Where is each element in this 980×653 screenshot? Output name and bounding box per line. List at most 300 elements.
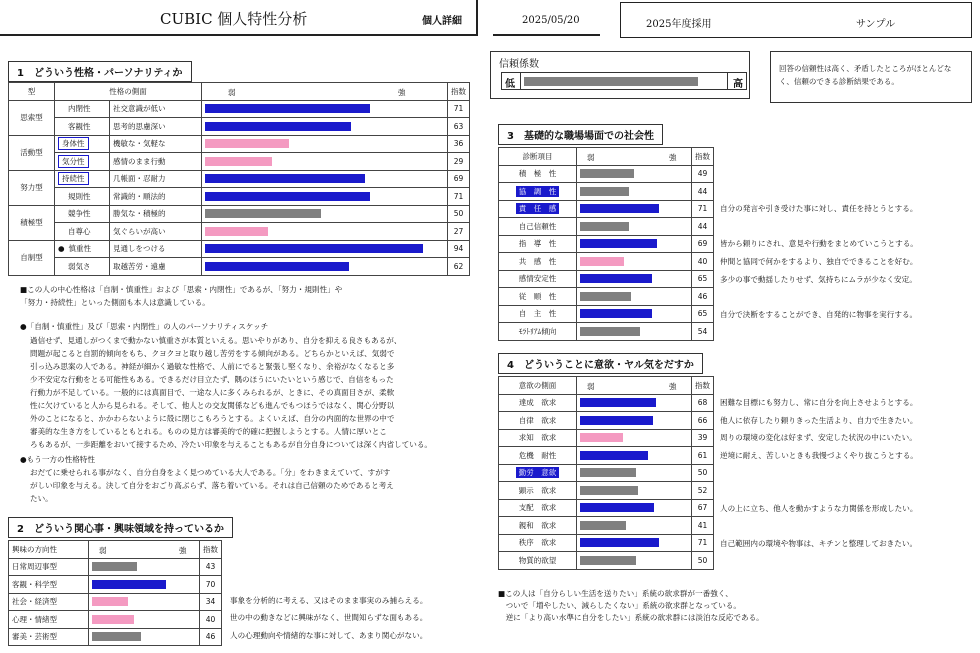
item-name-cell: [499, 464, 577, 482]
score-bar: [205, 122, 351, 131]
col-score: 指数: [692, 148, 714, 166]
type-cell: [9, 135, 55, 170]
header-info-box: [620, 2, 972, 38]
score-cell: [448, 258, 470, 276]
score-cell: [692, 517, 714, 535]
trait-name: 身体性: [58, 137, 89, 150]
score-bar: [580, 274, 652, 283]
score-bar: [580, 204, 659, 213]
trait-desc: 几帳面・忍耐力: [113, 174, 166, 184]
text-line: がしい印象を与える。決して自分をおごり高ぶらず、落ち着いている。それは自己信頼のためであると考え: [30, 481, 394, 490]
score-value: 54: [697, 326, 708, 336]
score-value: 49: [697, 169, 708, 179]
row-comment: 人の心理動向や情緒的な事に対して、あまり関心がない。: [230, 630, 428, 640]
bar-cell: [202, 100, 448, 118]
score-bar: [205, 244, 423, 253]
score-bar: [205, 157, 272, 166]
header-left: [0, 0, 478, 36]
item-name-cell: [9, 593, 89, 611]
section3-title: 3 基礎的な職場場面での社会性: [498, 124, 663, 145]
score-cell: [692, 270, 714, 288]
type-label: 努力型: [20, 183, 43, 192]
score-bar: [580, 222, 629, 231]
motivation-table: [498, 376, 714, 570]
score-cell: [448, 170, 470, 188]
item-name: 自律 欲求: [518, 415, 557, 425]
type-label: 積極型: [20, 218, 43, 227]
bar-cell: [577, 482, 692, 500]
table-row: [9, 153, 470, 171]
type-cell: [9, 100, 55, 135]
score-bar: [92, 580, 166, 589]
item-name: 従 順 性: [518, 291, 557, 301]
table-row: [499, 499, 714, 517]
item-name: 親和 欲求: [518, 520, 557, 530]
col-type: 型: [9, 83, 55, 101]
trait-name: 客観性: [68, 121, 91, 131]
score-value: 40: [697, 256, 708, 266]
score-bar: [580, 433, 623, 442]
other-trait-text: [30, 466, 394, 505]
score-bar: [580, 292, 631, 301]
score-value: 44: [697, 186, 708, 196]
item-name-cell: [499, 534, 577, 552]
item-name-cell: [499, 429, 577, 447]
score-cell: [448, 240, 470, 258]
score-value: 41: [697, 520, 708, 530]
col-score: 指数: [448, 83, 470, 101]
bar-cell: [577, 552, 692, 570]
score-cell: [692, 235, 714, 253]
col-scale: [577, 148, 692, 166]
item-name: 自 主 性: [518, 309, 557, 319]
trait-desc: 常識的・順法的: [113, 191, 166, 201]
score-bar: [205, 262, 349, 271]
bar-cell: [202, 205, 448, 223]
score-value: 61: [697, 450, 708, 460]
bar-cell: [89, 576, 200, 594]
scale-weak-label: 弱: [228, 88, 236, 97]
score-bar: [92, 632, 141, 641]
table-row: [499, 235, 714, 253]
table-row: [499, 447, 714, 465]
score-value: 67: [697, 503, 708, 513]
row-comment: 多少の事で動揺したりせず、気持ちにムラが少なく安定。: [720, 274, 917, 284]
trait-name-cell: [55, 100, 110, 118]
score-value: 66: [697, 415, 708, 425]
reliability-bar: [524, 77, 698, 86]
hire-year: 2025年度採用: [646, 19, 712, 30]
trait-name-cell: [55, 223, 110, 241]
trait-name: 慎重性: [68, 244, 92, 254]
item-name: 支配 欲求: [518, 503, 557, 513]
score-cell: [692, 464, 714, 482]
trait-desc-cell: [110, 100, 202, 118]
table-row: [9, 258, 470, 276]
score-cell: [692, 534, 714, 552]
section1-title: 1 どういう性格・パーソナリティか: [8, 61, 192, 82]
section1-summary-line1: ■この人の中心性格は「自制・慎重性」および「思索・内閉性」であるが、「努力・規則性」や: [20, 285, 343, 294]
score-value: 68: [697, 398, 708, 408]
item-name: 社会・経済型: [12, 597, 57, 607]
score-cell: [200, 558, 222, 576]
score-value: 71: [697, 538, 708, 548]
score-bar: [580, 556, 636, 565]
trait-desc: 取越苦労・遠慮: [113, 261, 166, 271]
score-bar: [580, 327, 640, 336]
score-cell: [200, 593, 222, 611]
trait-desc-cell: [110, 170, 202, 188]
bar-cell: [577, 200, 692, 218]
text-line: 少不安定な行動をとる可能性もある。できるだけ目立たず、隅のほうにいたいという感じで、自信をもった: [30, 375, 394, 384]
table-row: [499, 218, 714, 236]
score-value: 46: [697, 291, 708, 301]
type-label: 思索型: [20, 113, 43, 122]
table-row: [9, 611, 222, 629]
score-bar: [580, 169, 634, 178]
reliability-divider: [520, 73, 521, 89]
reliability-high-label: 高: [733, 79, 743, 90]
col-scale: [577, 377, 692, 395]
item-name: ﾓﾗﾄﾘｱﾑ傾向: [518, 326, 557, 336]
score-cell: [692, 305, 714, 323]
scale-weak-label: 弱: [99, 546, 107, 555]
row-comment: 仲間と協同で何かをするより、独自でできることを好む。: [720, 257, 918, 266]
score-bar: [580, 416, 653, 425]
score-value: 50: [697, 468, 708, 478]
score-cell: [692, 412, 714, 430]
item-name: 達成 欲求: [518, 398, 557, 408]
score-cell: [200, 611, 222, 629]
motivation-summary: [498, 588, 764, 624]
score-value: 27: [453, 226, 464, 236]
item-name: 勤労 意欲: [516, 467, 560, 478]
text-line: 行動力が不足している。一般的には真面目で、一途な人に多くみられるが、ときに、その真面目さが、柔軟: [30, 388, 395, 397]
item-name-cell: [499, 253, 577, 271]
item-name: 自己信頼性: [518, 221, 557, 231]
text-line: 過信せず、見通しがつくまで動かない慎重さが本質といえる。思いやりがあり、自分を抑える良さもあるが、: [30, 336, 402, 345]
bar-cell: [89, 628, 200, 646]
scale-strong-label: 強: [398, 88, 406, 97]
table-row: [499, 394, 714, 412]
item-name: 物質的欲望: [518, 555, 557, 565]
score-cell: [448, 153, 470, 171]
table-row: [9, 118, 470, 136]
item-name-cell: [499, 412, 577, 430]
score-bar: [580, 521, 626, 530]
score-cell: [692, 165, 714, 183]
score-value: 50: [697, 555, 708, 565]
bar-cell: [577, 165, 692, 183]
focus-dot-icon: ●: [58, 244, 65, 254]
row-comment: 他人に依存したり頼りきった生活より、自力で生きたい。: [720, 415, 918, 425]
score-bar: [92, 597, 128, 606]
bar-cell: [577, 534, 692, 552]
score-bar: [205, 209, 321, 218]
reliability-comment: 回答の信頼性は高く、矛盾したところがほとんどなく、信頼のできる診断結果である。: [779, 64, 952, 86]
text-line: たい。: [30, 494, 53, 503]
bar-cell: [202, 135, 448, 153]
score-cell: [692, 288, 714, 306]
score-cell: [692, 253, 714, 271]
score-cell: [448, 188, 470, 206]
section4-title: 4 どういうことに意欲・ヤル気をだすか: [498, 353, 703, 374]
trait-name: 自尊心: [68, 226, 91, 236]
bar-cell: [577, 394, 692, 412]
score-value: 69: [697, 239, 708, 249]
bar-cell: [202, 170, 448, 188]
bar-cell: [89, 611, 200, 629]
table-row: [499, 165, 714, 183]
col-score: 指数: [692, 377, 714, 395]
col-aspect: 性格の側面: [55, 83, 202, 101]
table-row: [9, 188, 470, 206]
trait-desc-cell: [110, 258, 202, 276]
item-name: 審美・芸術型: [12, 632, 57, 642]
item-name: 危機 耐性: [518, 450, 557, 460]
bar-cell: [577, 253, 692, 271]
item-name-cell: [9, 558, 89, 576]
score-cell: [448, 135, 470, 153]
score-value: 34: [205, 597, 216, 607]
item-name: 共 感 性: [518, 256, 557, 266]
type-cell: [9, 240, 55, 275]
scale-weak-label: 弱: [587, 153, 595, 162]
score-bar: [580, 309, 652, 318]
item-name-cell: [9, 611, 89, 629]
item-name: 日常周辺事型: [12, 562, 57, 572]
score-value: 43: [205, 562, 216, 572]
trait-name-cell: [55, 135, 110, 153]
trait-name: 気分性: [58, 155, 89, 168]
row-comment: 周りの環境の変化は好まず、安定した状況の中にいたい。: [720, 433, 917, 443]
text-line: おだてに乗せられる事がなく、自分自身をよく見つめている大人である。「分」をわきまえていて、すがす: [30, 468, 391, 477]
bar-cell: [202, 240, 448, 258]
score-cell: [692, 499, 714, 517]
item-name-cell: [499, 323, 577, 341]
date-underline: [493, 34, 600, 36]
bar-cell: [577, 323, 692, 341]
row-comment: 人の上に立ち、他人を動かすような力関係を形成したい。: [720, 503, 918, 513]
score-value: 62: [453, 261, 464, 271]
bar-cell: [577, 429, 692, 447]
type-label: 自制型: [20, 253, 43, 262]
score-cell: [448, 100, 470, 118]
trait-name-cell: [55, 153, 110, 171]
row-comment: 世の中の動きなどに興味がなく、世間知らずな面もある。: [230, 613, 428, 623]
table-row: [499, 200, 714, 218]
item-name-cell: [499, 218, 577, 236]
score-cell: [692, 482, 714, 500]
table-row: [499, 323, 714, 341]
item-name: 求知 欲求: [518, 433, 557, 443]
bar-cell: [577, 183, 692, 201]
page-title: CUBIC 個人特性分析: [160, 10, 308, 28]
text-line: 逆に「より高い水準に自分をしたい」系統の欲求群には淡泊な反応である。: [498, 613, 764, 622]
table-row: [9, 593, 222, 611]
row-comment: 自分の発言や引き受けた事に対し、責任を持とうとする。: [720, 204, 918, 214]
trait-name-cell: [55, 205, 110, 223]
item-name: 秩序 欲求: [518, 538, 557, 548]
col-motivation-aspect: 意欲の側面: [499, 377, 577, 395]
score-bar: [580, 468, 636, 477]
score-value: 70: [205, 579, 216, 589]
score-cell: [692, 552, 714, 570]
table-row: [499, 253, 714, 271]
score-bar: [92, 615, 134, 624]
score-bar: [205, 104, 370, 113]
type-cell: [9, 170, 55, 205]
social-table: [498, 147, 714, 341]
bar-cell: [202, 153, 448, 171]
item-name-cell: [499, 288, 577, 306]
table-row: [9, 205, 470, 223]
text-line: 性に欠けていると人から見られる。そして、他人との交友関係なども進んでもつほうではなく、関心分野以: [30, 401, 395, 410]
trait-name-cell: [55, 188, 110, 206]
text-line: 問題が起こると自罰的傾向をもち、クヨクヨと取り越し苦労をする傾向がある。どちらかといえば、気弱で: [30, 349, 395, 358]
score-value: 63: [453, 121, 464, 131]
candidate-name: サンプル: [856, 19, 896, 30]
score-value: 50: [453, 209, 464, 219]
score-cell: [448, 118, 470, 136]
table-row: [9, 170, 470, 188]
bar-cell: [577, 288, 692, 306]
reliability-title: 信頼係数: [499, 59, 539, 70]
sketch-text: [30, 334, 432, 451]
item-name-cell: [499, 165, 577, 183]
table-row: [9, 223, 470, 241]
report-date: 2025/05/20: [522, 15, 580, 26]
trait-desc-cell: [110, 223, 202, 241]
score-cell: [200, 628, 222, 646]
trait-desc-cell: [110, 205, 202, 223]
trait-name-cell: [55, 240, 110, 258]
table-row: [9, 240, 470, 258]
item-name: 積 極 性: [518, 169, 557, 179]
trait-name: 競争性: [68, 209, 91, 219]
table-row: [499, 270, 714, 288]
sketch-title: ●「自制・慎重性」及び「思索・内閉性」の人のパーソナリティスケッチ: [20, 322, 269, 331]
item-name-cell: [499, 270, 577, 288]
bar-cell: [577, 517, 692, 535]
text-line: ついで「増やしたい、減らしたくない」系統の欲求群となっている。: [498, 601, 741, 610]
trait-desc-cell: [110, 118, 202, 136]
bar-cell: [577, 218, 692, 236]
row-comment: 困難な目標にも努力し、常に自分を向上させようとする。: [720, 398, 918, 407]
score-value: 94: [453, 244, 464, 254]
table-row: [499, 464, 714, 482]
trait-desc: 勝気な・積極的: [113, 209, 166, 219]
other-trait-title: ●もう一方の性格特性: [20, 455, 95, 464]
score-bar: [580, 486, 638, 495]
score-value: 65: [697, 274, 708, 284]
table-row: [499, 288, 714, 306]
item-name: 責 任 感: [516, 203, 560, 214]
score-cell: [692, 200, 714, 218]
score-value: 40: [205, 614, 216, 624]
scale-strong-label: 強: [669, 153, 677, 162]
score-cell: [200, 576, 222, 594]
trait-desc-cell: [110, 153, 202, 171]
table-row: [499, 534, 714, 552]
trait-desc-cell: [110, 135, 202, 153]
col-score: 指数: [200, 541, 222, 559]
item-name: 心理・情緒型: [12, 614, 57, 624]
page-subtitle: 個人詳細: [422, 16, 462, 27]
bar-cell: [577, 464, 692, 482]
row-comment: 自己範囲内の環境や物事は、キチンと整理しておきたい。: [720, 538, 918, 548]
table-row: [499, 482, 714, 500]
score-value: 36: [453, 139, 464, 149]
score-value: 29: [453, 156, 464, 166]
score-value: 71: [697, 204, 708, 214]
bar-cell: [577, 270, 692, 288]
scale-strong-label: 強: [179, 546, 187, 555]
item-name-cell: [499, 235, 577, 253]
col-scale: [89, 541, 200, 559]
text-line: 外のことになると、かかわらないように殻に閉じこもろうとする。よくいえば、自分の内面的な世界の中で: [30, 414, 395, 423]
item-name-cell: [9, 628, 89, 646]
text-line: ■この人は「自分らしい生活を送りたい」系統の欲求群が一番強く、: [498, 589, 733, 598]
reliability-comment-box: [770, 51, 972, 103]
score-bar: [580, 187, 629, 196]
type-cell: [9, 205, 55, 240]
score-bar: [205, 192, 370, 201]
trait-name: 規則性: [68, 191, 91, 201]
score-bar: [205, 227, 268, 236]
table-row: [499, 429, 714, 447]
row-comment: 自分で決断をすることができ、自発的に物事を実行する。: [720, 309, 918, 319]
section2-title: 2 どういう関心事・興味領域を持っているか: [8, 517, 233, 538]
trait-desc-cell: [110, 240, 202, 258]
bar-cell: [202, 118, 448, 136]
item-name-cell: [9, 576, 89, 594]
col-interest-aspect: 興味の方向性: [9, 541, 89, 559]
score-cell: [692, 218, 714, 236]
trait-name-cell: [55, 170, 110, 188]
table-row: [9, 558, 222, 576]
trait-desc: 思考的思慮深い: [113, 121, 166, 131]
score-bar: [580, 451, 648, 460]
section1-summary-line2: 「努力・持続性」といった側面も本人は意識している。: [20, 298, 210, 307]
trait-desc-cell: [110, 188, 202, 206]
text-line: 引っ込み思案の人である。神経が細かく過敏な性格で、人前にでると緊張し堅くなり、余裕がなくなると多: [30, 362, 395, 371]
score-cell: [448, 205, 470, 223]
score-cell: [692, 183, 714, 201]
reliability-divider: [727, 73, 728, 89]
item-name: 客観・科学型: [12, 579, 57, 589]
score-bar: [580, 398, 656, 407]
score-value: 46: [205, 632, 216, 642]
bar-cell: [577, 305, 692, 323]
score-cell: [692, 323, 714, 341]
row-comment: 事象を分析的に考える、又はそのまま事実のみ捕らえる。: [230, 595, 428, 605]
score-cell: [692, 394, 714, 412]
item-name: 顕示 欲求: [518, 485, 557, 495]
item-name-cell: [499, 552, 577, 570]
bar-cell: [202, 223, 448, 241]
table-row: [499, 517, 714, 535]
score-value: 71: [453, 191, 464, 201]
bar-cell: [89, 593, 200, 611]
score-cell: [692, 429, 714, 447]
table-row: [9, 576, 222, 594]
table-row: [499, 183, 714, 201]
bar-cell: [577, 412, 692, 430]
col-scale: [202, 83, 448, 101]
trait-name: 弱気さ: [68, 261, 91, 271]
bar-cell: [577, 235, 692, 253]
